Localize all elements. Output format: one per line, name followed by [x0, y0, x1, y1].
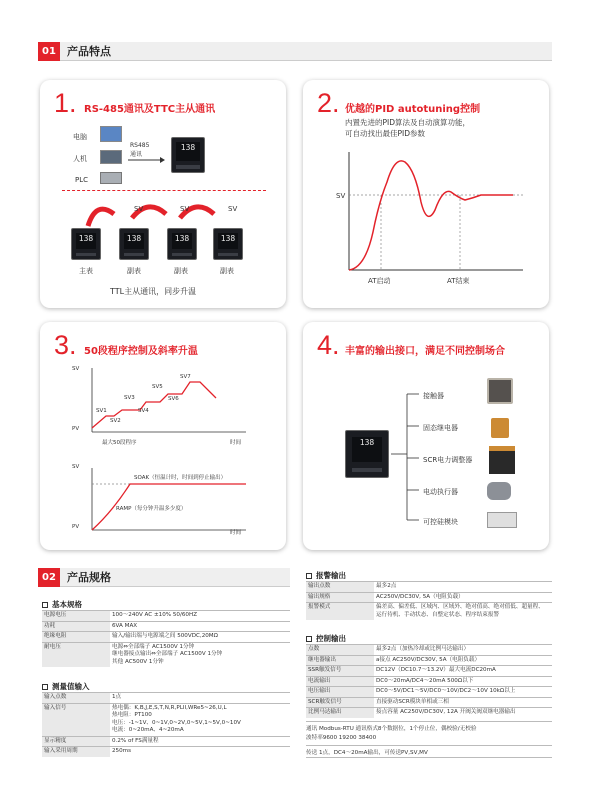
spec-row [306, 645, 552, 656]
chart2-pv-label: PV [72, 524, 80, 530]
basic-specs-title: 基本规格 [42, 599, 82, 610]
spec-row [42, 621, 290, 632]
measure-specs-table [42, 692, 290, 757]
spec-row [42, 642, 290, 667]
feature-card-communication [40, 80, 286, 308]
spec-key: 点数 [306, 645, 374, 656]
spec-value: 输入/输出端与电源端之间 500VDC,20MΩ [110, 632, 290, 643]
actuator-icon [487, 482, 511, 500]
spec-key: 绝缘电阻 [42, 632, 110, 643]
section-number: 01 [38, 42, 60, 61]
scr-icon [489, 446, 515, 474]
spec-row [306, 603, 552, 621]
spec-row [306, 666, 552, 677]
spec-row [306, 676, 552, 687]
hmi-icon [100, 150, 122, 164]
program-point-sv4: SV4 [138, 408, 149, 414]
at-start-label: AT启动 [368, 277, 391, 285]
program-point-sv2: SV2 [110, 418, 121, 424]
section-title: 产品规格 [67, 571, 111, 584]
spec-value: 热电偶：K,B,J,E,S,T,N,R,PLII,WRe5~26,U,L 热电阻：PT100 电压：-1~1V、0~1V,0~2V,0~5V,1~5V,0~10V 电流：0~20mA、4~20mA [110, 703, 290, 736]
spec-value: 偏差高、偏差低、区域内、区域外、绝对值高、绝对值低、超量程、 运行待机、手动状态、自整定状态、程序结束报警 [374, 603, 552, 621]
spec-row [306, 687, 552, 698]
contactor-icon [487, 378, 513, 404]
spec-key: 电源电压 [42, 611, 110, 622]
alarm-specs-table [306, 581, 552, 620]
spec-value: 最多2点 [374, 582, 552, 593]
spec-value: 直接驱动SCR模块单相或三相 [374, 697, 552, 708]
spec-row [42, 736, 290, 747]
rs485-arrow-icon [126, 156, 166, 164]
program-point-sv3: SV3 [124, 395, 135, 401]
spec-key: 输出规格 [306, 592, 374, 603]
output-bracket [391, 388, 421, 528]
spec-row [306, 582, 552, 593]
spec-row [42, 703, 290, 736]
source-plc-label: PLC [75, 176, 89, 184]
spec-value: a接点 AC250V/DC30V, 5A（电阻负载） [374, 655, 552, 666]
output-contactor-label: 接触器 [423, 392, 444, 400]
chart1-xnote: 最大50段程序 [102, 440, 137, 446]
ssr-icon [491, 418, 509, 438]
spec-key: 继电器输出 [306, 655, 374, 666]
soak-label: SOAK（恒温计时，时间到停止输出） [134, 475, 227, 481]
spec-row [306, 592, 552, 603]
output-thyristor-label: 可控硅模块 [423, 518, 458, 526]
spec-value: 接点容量 AC250V/DC30V, 12A 开阀关阀双继电器输出 [374, 708, 552, 718]
section-number: 02 [38, 568, 60, 587]
pid-desc-line1: 内置先进的PID算法及自动演算功能， [345, 118, 471, 127]
program-point-sv7: SV7 [180, 374, 191, 380]
divider-line [62, 190, 266, 191]
spec-row [306, 655, 552, 666]
spec-key: 输出点数 [306, 582, 374, 593]
spec-key: 功耗 [42, 621, 110, 632]
spec-row [42, 747, 290, 757]
spec-value: 电源⇔全部端子 AC1500V 1分钟 继电器接点输出⇔全部端子 AC1500V 1分钟 其他 AC500V 1分钟 [110, 642, 290, 667]
output-actuator-label: 电动执行器 [423, 488, 458, 496]
spec-value: DC0～5V/DC1～5V/DC0～10V/DC2～10V 10kΩ以上 [374, 687, 552, 698]
pid-desc-line2: 可自动找出最佳PID参数 [345, 129, 426, 138]
feature-number: 2. [317, 88, 340, 118]
slave-label-1: 副表 [127, 267, 141, 275]
spec-value: 最多2点（加热冷却或比例马达输出） [374, 645, 552, 656]
spec-key: 电流输出 [306, 676, 374, 687]
comm-divider [306, 721, 552, 722]
spec-key: 输入点数 [42, 693, 110, 704]
slave-device-3: 138 [213, 228, 243, 260]
section-header-specs [38, 568, 290, 587]
chart2-sv-label: SV [72, 464, 80, 470]
spec-value: DC0～20mA/DC4～20mA 500Ω以下 [374, 676, 552, 687]
spec-key: 输入信号 [42, 703, 110, 736]
spec-value: AC250V/DC30V, 5A（电阻负载） [374, 592, 552, 603]
controller-device: 138 [171, 137, 205, 173]
spec-key: 比例马达输出 [306, 708, 374, 718]
spec-key: SSR触发信号 [306, 666, 374, 677]
output-controller-device: 138 [345, 430, 389, 478]
spec-row [306, 697, 552, 708]
spec-row [306, 708, 552, 718]
program-point-sv1: SV1 [96, 408, 107, 414]
spec-key: 报警模式 [306, 603, 374, 621]
pid-chart [323, 142, 533, 292]
sv-axis-label: SV [336, 192, 346, 200]
control-specs-table [306, 644, 552, 718]
source-pc-label: 电脑 [73, 133, 87, 141]
pc-icon [100, 126, 122, 142]
spec-value: 1点 [110, 693, 290, 704]
program-point-sv5: SV5 [152, 384, 163, 390]
section-header-features [38, 42, 552, 61]
comm-line-2: 波特率9600 19200 38400 [306, 735, 377, 741]
spec-key: 耐电压 [42, 642, 110, 667]
chart2-x-label: 时间 [230, 530, 242, 536]
sv-label-1: SV [134, 205, 144, 213]
feature-number: 4. [317, 330, 340, 360]
feature-title: 优越的PID autotuning控制 [345, 104, 481, 115]
feature-number: 3. [54, 330, 77, 360]
slave-device-1: 138 [119, 228, 149, 260]
chart1-sv-label: SV [72, 366, 80, 372]
master-device: 138 [71, 228, 101, 260]
alarm-specs-title: 报警输出 [306, 570, 346, 581]
measure-specs-title: 测量值输入 [42, 681, 90, 692]
spec-value: 0.2% of FS满量程 [110, 736, 290, 747]
feature-title: RS-485通讯及TTC主从通讯 [84, 104, 216, 115]
plc-icon [100, 172, 122, 184]
slave-device-2: 138 [167, 228, 197, 260]
feature-title: 丰富的输出接口，满足不同控制场合 [345, 346, 505, 357]
ramp-label: RAMP（每分钟升温多少度） [116, 506, 187, 512]
spec-key: 输入采用周期 [42, 747, 110, 757]
spec-row [42, 611, 290, 622]
feature-caption: TTL主从通讯，同步升温 [110, 287, 197, 296]
spec-value: 6VA MAX [110, 621, 290, 632]
at-end-label: AT结束 [447, 277, 470, 285]
sv-label-2: SV [180, 205, 190, 213]
rs485-label: RS485 通讯 [130, 142, 150, 158]
transmit-line: 传送 1点，DC4～20mA输出，可传送PV,SV,MV [306, 750, 428, 756]
spec-key: 电压输出 [306, 687, 374, 698]
program-charts [50, 362, 280, 542]
output-scr-label: SCR电力调整器 [423, 456, 473, 464]
chart1-x-label: 时间 [230, 440, 242, 446]
spec-key: 显示精度 [42, 736, 110, 747]
chart1-pv-label: PV [72, 426, 80, 432]
spec-value: 250ms [110, 747, 290, 757]
feature-title: 50段程序控制及斜率升温 [84, 346, 198, 357]
slave-label-3: 副表 [220, 267, 234, 275]
feature-card-program [40, 322, 286, 550]
spec-row [42, 693, 290, 704]
comm-line-1: 通讯 Modbus-RTU 通讯格式8个数据位，1个停止位，偶校验/无校验 [306, 726, 477, 732]
master-label: 主表 [79, 267, 93, 275]
spec-key: SCR触发信号 [306, 697, 374, 708]
comm-divider-3 [306, 757, 552, 758]
spec-value: 100～240V AC ±10% 50/60HZ [110, 611, 290, 622]
program-point-sv6: SV6 [168, 396, 179, 402]
feature-card-outputs [303, 322, 549, 550]
sv-label-3: SV [228, 205, 238, 213]
feature-card-pid [303, 80, 549, 308]
spec-row [42, 632, 290, 643]
spec-value: DC12V（DC10.7～13.2V）最大电流DC20mA [374, 666, 552, 677]
thyristor-module-icon [487, 512, 517, 528]
basic-specs-table [42, 610, 290, 667]
comm-divider-2 [306, 745, 552, 746]
control-specs-title: 控制输出 [306, 633, 346, 644]
slave-label-2: 副表 [174, 267, 188, 275]
output-ssr-label: 固态继电器 [423, 424, 458, 432]
section-title: 产品特点 [67, 45, 111, 58]
source-hmi-label: 人机 [73, 155, 87, 163]
feature-number: 1. [54, 88, 77, 118]
